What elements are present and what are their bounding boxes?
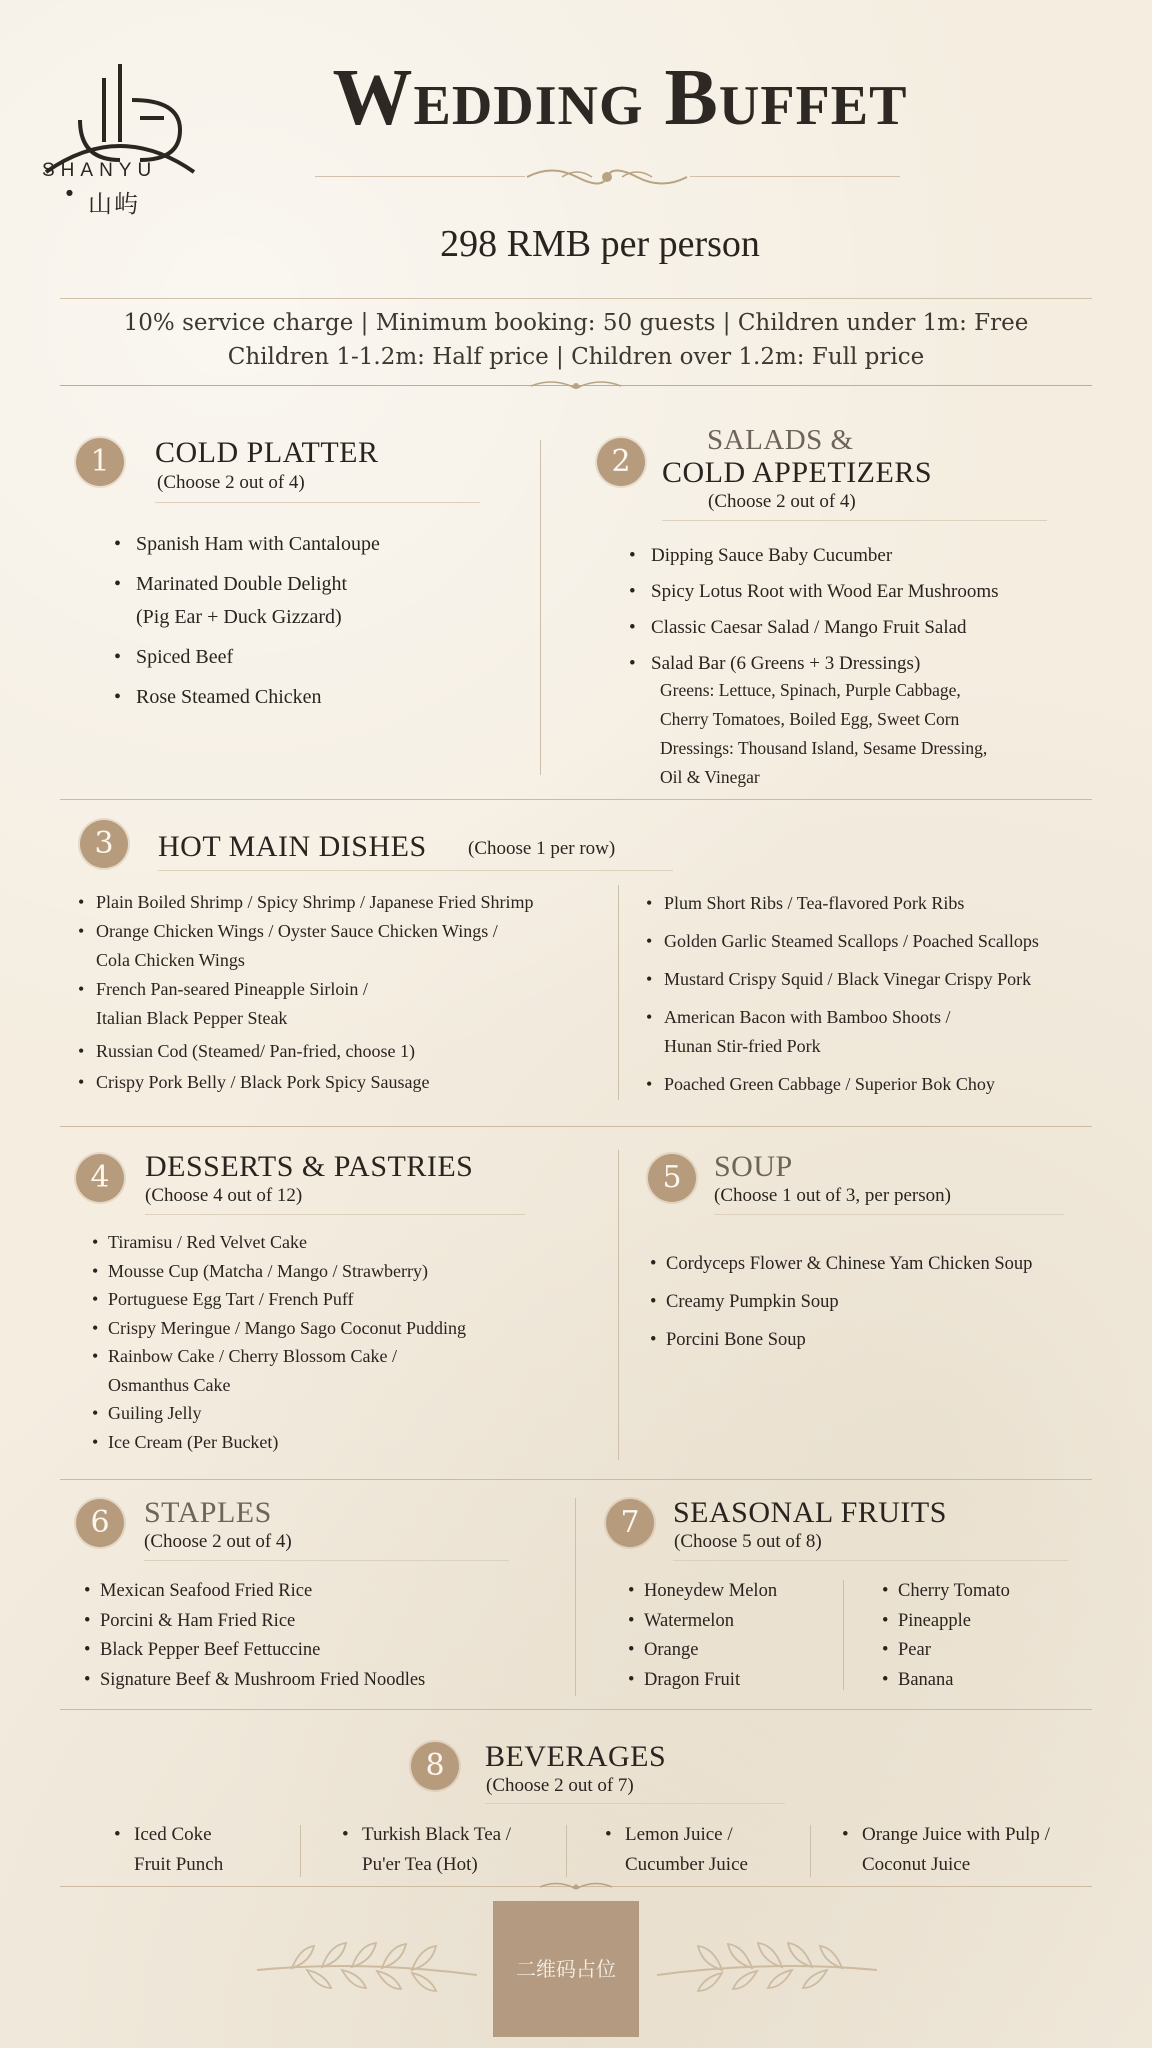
- section-number-4: 4: [76, 1154, 124, 1202]
- divider-vertical-7: [843, 1580, 844, 1690]
- soup-underline: [714, 1214, 1064, 1215]
- desserts-list: [88, 1228, 466, 1456]
- divider-vertical-4: [618, 1150, 619, 1460]
- list-item: • Rose Steamed Chicken: [110, 681, 380, 714]
- title-divider-right: [690, 176, 900, 177]
- section-divider-2: [60, 1126, 1092, 1127]
- divider-vertical-1: [540, 440, 541, 775]
- section-number-2: 2: [597, 438, 645, 486]
- terms-line-1: 10% service charge | Minimum booking: 50 guests | Children under 1m: Free: [123, 310, 1029, 336]
- list-item: • Spicy Lotus Root with Wood Ear Mushrooms: [625, 574, 999, 610]
- laurel-left-icon: [252, 1930, 482, 2010]
- brand-name-en: SHANYU: [42, 160, 158, 181]
- ornament-small-icon: [526, 376, 626, 396]
- fruits-underline: [673, 1560, 1068, 1561]
- list-item: • Lemon Juice /: [605, 1824, 733, 1845]
- section-title-soup: SOUP: [714, 1150, 793, 1183]
- fruits-left-list: [624, 1577, 777, 1695]
- hot-main-left-list: [74, 888, 614, 1097]
- hot-main-underline: [158, 870, 673, 871]
- list-item: • Pineapple: [878, 1607, 1010, 1637]
- section-subtitle-hot-main: (Choose 1 per row): [468, 838, 616, 859]
- section-title-cold-platter: COLD PLATTER: [155, 436, 379, 469]
- list-item: • Dragon Fruit: [624, 1666, 777, 1696]
- list-item-cont: Fruit Punch: [134, 1854, 224, 1875]
- section-number-3: 3: [80, 820, 128, 868]
- page-title: Wedding Buffet: [332, 54, 908, 142]
- section-subtitle-desserts: (Choose 4 out of 12): [145, 1185, 303, 1206]
- section-divider-3: [60, 1479, 1092, 1480]
- list-item: • Pear: [878, 1636, 1010, 1666]
- list-item: • Portuguese Egg Tart / French Puff: [88, 1285, 466, 1314]
- title-divider-left: [315, 176, 525, 177]
- beverages-col-2: [342, 1820, 511, 1880]
- list-item: • Mousse Cup (Matcha / Mango / Strawberry): [88, 1257, 466, 1286]
- beverages-col-4: [842, 1820, 1050, 1880]
- list-item: • Iced Coke: [114, 1824, 212, 1845]
- ornament-flourish-icon: [522, 162, 692, 192]
- list-item: • Plum Short Ribs / Tea-flavored Pork Ribs: [642, 889, 1112, 918]
- terms-top-rule: [60, 298, 1092, 299]
- list-item: • Spanish Ham with Cantaloupe: [110, 528, 380, 561]
- terms-line-2: Children 1-1.2m: Half price | Children over 1.2m: Full price: [227, 344, 925, 370]
- section-subtitle-soup: (Choose 1 out of 3, per person): [714, 1185, 951, 1206]
- bev-divider-1: [300, 1825, 301, 1877]
- list-item: • Plain Boiled Shrimp / Spicy Shrimp / Japanese Fried Shrimp: [74, 888, 614, 917]
- section-subtitle-beverages: (Choose 2 out of 7): [486, 1775, 634, 1796]
- list-item-cont: Cucumber Juice: [625, 1854, 748, 1875]
- section-title-beverages: BEVERAGES: [485, 1740, 667, 1773]
- section-title-staples: STAPLES: [144, 1496, 272, 1529]
- fruits-right-list: [878, 1577, 1010, 1695]
- section-subtitle-staples: (Choose 2 out of 4): [144, 1531, 292, 1552]
- section-subtitle-salads: (Choose 2 out of 4): [708, 491, 856, 512]
- cold-platter-list: [110, 528, 380, 714]
- section-number-1: 1: [76, 438, 124, 486]
- list-item: • Classic Caesar Salad / Mango Fruit Salad: [625, 610, 999, 646]
- list-item: • Mexican Seafood Fried Rice: [80, 1577, 425, 1607]
- laurel-right-icon: [652, 1930, 882, 2010]
- list-item: • Creamy Pumpkin Soup: [646, 1283, 1032, 1321]
- bev-divider-3: [810, 1825, 811, 1877]
- cold-platter-underline: [155, 502, 480, 503]
- logo-dot: ●: [66, 188, 73, 197]
- list-item: • Banana: [878, 1666, 1010, 1696]
- list-item: • Signature Beef & Mushroom Fried Noodles: [80, 1666, 425, 1696]
- section-divider-1: [60, 799, 1092, 800]
- hot-main-right-list: [642, 889, 1112, 1099]
- list-item: • Poached Green Cabbage / Superior Bok Choy: [642, 1070, 1112, 1099]
- section-divider-4: [60, 1709, 1092, 1710]
- section-title-salads-line1: SALADS &: [707, 424, 854, 456]
- list-item: • Crispy Pork Belly / Black Pork Spicy Sausage: [74, 1068, 614, 1097]
- price-per-person: 298 RMB per person: [440, 223, 760, 265]
- section-title-desserts: DESSERTS & PASTRIES: [145, 1150, 474, 1183]
- section-number-8: 8: [411, 1742, 459, 1790]
- qr-code-placeholder: 二维码占位: [493, 1901, 639, 2037]
- section-title-fruits: SEASONAL FRUITS: [673, 1496, 947, 1529]
- section-subtitle-fruits: (Choose 5 out of 8): [674, 1531, 822, 1552]
- section-number-6: 6: [76, 1499, 124, 1547]
- staples-underline: [144, 1560, 509, 1561]
- list-item: • Honeydew Melon: [624, 1577, 777, 1607]
- list-item: • Watermelon: [624, 1607, 777, 1637]
- section-title-hot-main: HOT MAIN DISHES: [158, 830, 427, 863]
- list-item: • French Pan-seared Pineapple Sirloin / Italian Black Pepper Steak: [74, 975, 614, 1033]
- list-item: • Cherry Tomato: [878, 1577, 1010, 1607]
- list-item: • Orange: [624, 1636, 777, 1666]
- list-item: • Salad Bar (6 Greens + 3 Dressings): [625, 646, 999, 682]
- section-number-7: 7: [606, 1499, 654, 1547]
- list-item: • Marinated Double Delight (Pig Ear + Duck Gizzard): [110, 568, 380, 634]
- divider-vertical-3: [618, 885, 619, 1100]
- list-item: • Dipping Sauce Baby Cucumber: [625, 538, 999, 574]
- beverages-underline: [485, 1803, 785, 1804]
- list-item: • Porcini & Ham Fried Rice: [80, 1607, 425, 1637]
- list-item: • Golden Garlic Steamed Scallops / Poached Scallops: [642, 927, 1112, 956]
- list-item: • American Bacon with Bamboo Shoots / Hunan Stir-fried Pork: [642, 1003, 1112, 1061]
- soup-list: [646, 1245, 1032, 1359]
- section-title-salads-line2: COLD APPETIZERS: [662, 456, 933, 489]
- staples-list: [80, 1577, 425, 1695]
- desserts-underline: [145, 1214, 525, 1215]
- beverages-col-1: [114, 1820, 223, 1880]
- list-item: • Turkish Black Tea /: [342, 1824, 512, 1845]
- list-item: • Orange Chicken Wings / Oyster Sauce Chicken Wings / Cola Chicken Wings: [74, 917, 614, 975]
- list-item-cont: Pu'er Tea (Hot): [362, 1854, 478, 1875]
- salads-list: [625, 538, 999, 682]
- list-item: • Rainbow Cake / Cherry Blossom Cake / Osmanthus Cake: [88, 1342, 466, 1399]
- list-item: • Cordyceps Flower & Chinese Yam Chicken Soup: [646, 1245, 1032, 1283]
- list-item: • Black Pepper Beef Fettuccine: [80, 1636, 425, 1666]
- salads-underline: [662, 520, 1047, 521]
- list-item: • Ice Cream (Per Bucket): [88, 1428, 466, 1457]
- section-subtitle-cold-platter: (Choose 2 out of 4): [157, 472, 305, 493]
- list-item: • Mustard Crispy Squid / Black Vinegar Crispy Pork: [642, 965, 1112, 994]
- list-item-cont: Coconut Juice: [862, 1854, 971, 1875]
- list-item: • Guiling Jelly: [88, 1399, 466, 1428]
- salad-bar-notes: Greens: Lettuce, Spinach, Purple Cabbage, Cherry Tomatoes, Boiled Egg, Sweet Corn Dressings: Thousand Island, Sesame Dressing, Oil & Vinegar: [660, 680, 988, 787]
- section-number-5: 5: [648, 1154, 696, 1202]
- list-item: • Porcini Bone Soup: [646, 1321, 1032, 1359]
- list-item: • Crispy Meringue / Mango Sago Coconut Pudding: [88, 1314, 466, 1343]
- beverages-col-3: [605, 1820, 748, 1880]
- list-item: • Orange Juice with Pulp /: [842, 1824, 1050, 1845]
- bev-divider-2: [566, 1825, 567, 1877]
- list-item: • Tiramisu / Red Velvet Cake: [88, 1228, 466, 1257]
- list-item: • Russian Cod (Steamed/ Pan-fried, choose 1): [74, 1037, 614, 1066]
- ornament-footer-icon: [536, 1878, 616, 1896]
- list-item: • Spiced Beef: [110, 641, 380, 674]
- brand-name-cn: 山屿: [88, 191, 140, 218]
- divider-vertical-6: [575, 1498, 576, 1696]
- terms-block: [60, 306, 1092, 374]
